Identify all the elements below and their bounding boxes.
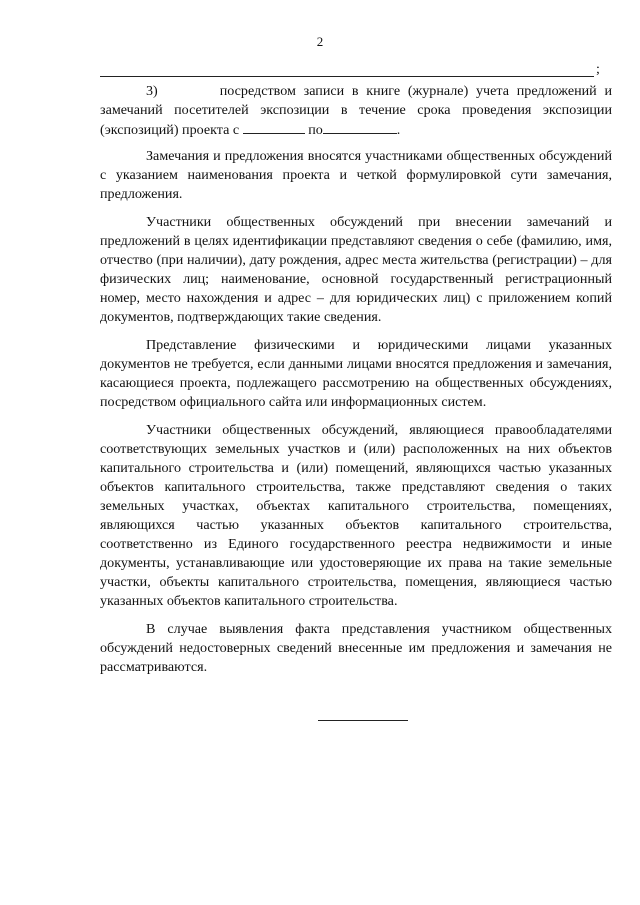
date-to-blank: [323, 120, 397, 134]
end-separator-line: [318, 720, 408, 721]
date-to-label: по: [308, 122, 323, 138]
paragraph-documents-not-required: Представление физическими и юридическими лицами указанных документов не требуется, если данными лицами вносятся предложения и замечания, касающиеся проекта, подлежащего рассмотрению на общественных обсуждениях, посредством официального сайта или информационных систем.: [100, 337, 612, 410]
page-number: 2: [316, 34, 324, 49]
paragraph-identification: Участники общественных обсуждений при внесении замечаний и предложений в целях идентификации представляют сведения о себе (фамилию, имя, отчество (при наличии), дату рождения, адрес места жительства (регистрации) – для физических лиц; наименование, основной государственный регистрационный номер, место нахождения и адрес – для юридических лиц) с приложением копий документов, подтверждающих такие сведения.: [100, 214, 612, 325]
item-3-text: посредством записи в книге (журнале) учета предложений и замечаний посетителей экспозиции в течение срока проведения экспозиции (экспозиций) проекта с: [100, 83, 613, 138]
document-body: [100, 82, 612, 686]
paragraph-false-information: В случае выявления факта представления участником общественных обсуждений недостоверных сведений внесенные им предложения и замечания не рассматриваются.: [100, 621, 612, 675]
paragraph-right-holders: Участники общественных обсуждений, являющиеся правообладателями соответствующих земельных участков и (или) расположенных на них объектов капитального строительства и (или) помещений, являющихся частью указанных объектов капитального строительства, также представляют сведения о таких земельных участках, объектах капитального строительства, помещениях, являющихся частью указанных объектов капитального строительства, соответственно из Единого государственного реестра недвижимости и иные документы, устанавливающие или удостоверяющие их права на такие земельные участки, объекты капитального строительства, помещения, являющиеся частью указанных объектов капитального строительства.: [100, 422, 612, 609]
top-line-semicolon: ;: [596, 62, 600, 77]
date-from-blank: [243, 120, 305, 134]
paragraph-remarks-format: Замечания и предложения вносятся участниками общественных обсуждений с указанием наименования проекта и четкой формулировкой сути замечания, предложения.: [100, 148, 612, 202]
item-3-paragraph: [100, 82, 612, 140]
top-blank-line: [100, 60, 594, 77]
item-3-number: 3): [146, 83, 158, 99]
item-3-end: .: [396, 122, 401, 138]
